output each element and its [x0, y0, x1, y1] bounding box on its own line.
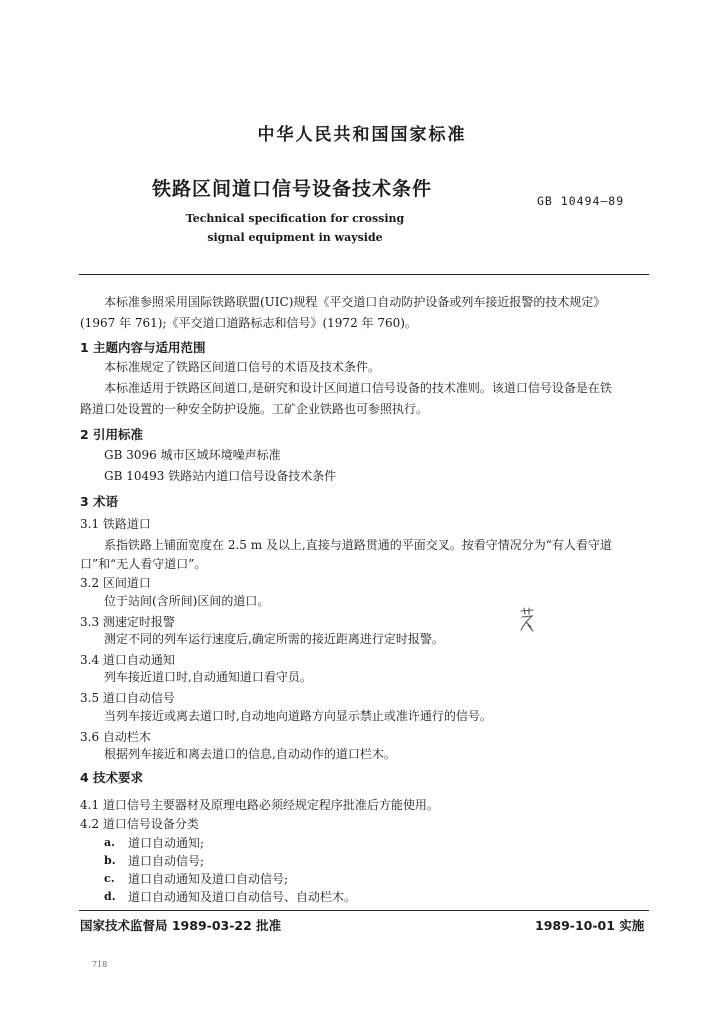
english-title-line-1: Technical specification for crossing [185, 212, 405, 225]
term-3-2-text: 位于站间(含所间)区间的道口。 [104, 594, 270, 608]
reference-gb10493: GB 10493 铁路站内道口信号设备技术条件 [104, 469, 337, 483]
list-item-letter: a. [104, 836, 115, 849]
implementation-date: 1989-10-01 实施 [535, 918, 645, 933]
requirement-4-1: 4.1 道口信号主要器材及原理电路必须经规定程序批准后方能使用。 [80, 798, 439, 812]
section-3-heading: 3 术语 [80, 494, 119, 509]
section-1-paragraph-1: 本标准规定了铁路区间道口信号的术语及技术条件。 [104, 360, 381, 374]
term-3-1-label: 3.1 铁路道口 [80, 517, 151, 531]
term-3-5-label: 3.5 道口自动信号 [80, 691, 175, 705]
term-3-4-label: 3.4 道口自动通知 [80, 653, 175, 667]
header-divider [79, 274, 649, 275]
section-2-heading: 2 引用标准 [80, 427, 144, 442]
approval-date: 国家技术监督局 1989-03-22 批准 [80, 918, 282, 933]
section-1-heading: 1 主题内容与适用范围 [80, 340, 206, 355]
english-title-line-2: signal equipment in wayside [207, 231, 383, 244]
intro-line-1: 本标准参照采用国际铁路联盟(UIC)规程《平交道口自动防护设备或列车接近报警的技术规定》 [104, 295, 606, 309]
list-item-letter: b. [104, 854, 116, 867]
standard-code: GB 10494—89 [537, 194, 625, 208]
term-3-3-text: 测定不同的列车运行速度后,确定所需的接近距离进行定时报警。 [104, 632, 444, 646]
document-title: 铁路区间道口信号设备技术条件 [152, 178, 433, 200]
list-item-text: 道口自动信号; [128, 854, 205, 868]
term-3-6-text: 根据列车接近和离去道口的信息,自动动作的道口栏木。 [104, 747, 396, 761]
requirement-4-2-label: 4.2 道口信号设备分类 [80, 817, 199, 831]
section-4-heading: 4 技术要求 [80, 770, 144, 785]
page-number: 718 [92, 960, 108, 969]
term-3-6-label: 3.6 自动栏木 [80, 730, 151, 744]
footer-divider [79, 910, 649, 911]
section-1-paragraph-2-line-1: 本标准适用于铁路区间道口,是研究和设计区间道口信号设备的技术准则。该道口信号设备是在铁 [104, 381, 612, 395]
term-3-1-text-line-2: 口”和“无人看守道口”。 [80, 557, 207, 571]
term-3-2-label: 3.2 区间道口 [80, 576, 151, 590]
term-3-3-label: 3.3 测速定时报警 [80, 615, 175, 629]
list-item-text: 道口自动通知及道口自动信号、自动栏木。 [128, 890, 357, 904]
handwritten-margin-mark [518, 606, 536, 634]
national-standard-heading: 中华人民共和国国家标准 [257, 125, 467, 145]
section-1-paragraph-2-line-2: 路道口处设置的一种安全防护设施。工矿企业铁路也可参照执行。 [80, 402, 429, 416]
term-3-4-text: 列车接近道口时,自动通知道口看守员。 [104, 670, 312, 684]
term-3-1-text-line-1: 系指铁路上铺面宽度在 2.5 m 及以上,直接与道路贯通的平面交叉。按看守情况分为“有人看守道 [104, 538, 612, 552]
list-item-text: 道口自动通知; [128, 836, 205, 850]
list-item-text: 道口自动通知及道口自动信号; [128, 872, 289, 886]
term-3-5-text: 当列车接近或离去道口时,自动地向道路方向显示禁止或准许通行的信号。 [104, 709, 492, 723]
list-item-letter: c. [104, 872, 115, 885]
reference-gb3096: GB 3096 城市区域环境噪声标准 [104, 448, 281, 462]
list-item-letter: d. [104, 890, 116, 903]
intro-line-2: (1967 年 761);《平交道口道路标志和信号》(1972 年 760)。 [80, 316, 417, 330]
